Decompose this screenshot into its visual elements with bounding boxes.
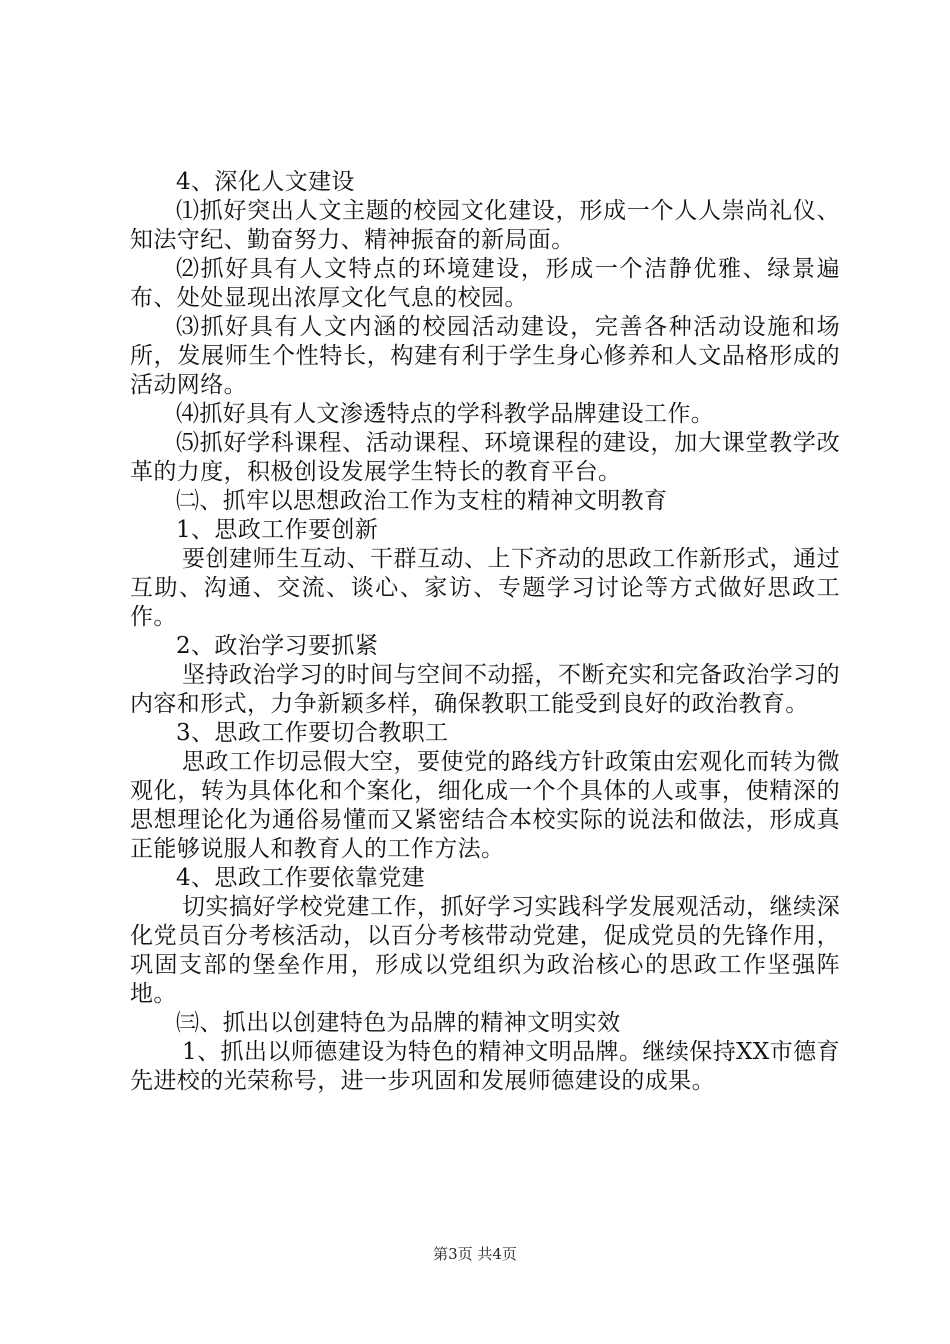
paragraph-innovation: 要创建师生互动、干群互动、上下齐动的思政工作新形式，通过互助、沟通、交流、谈心、家访、专题学习讨论等方式做好思政工作。: [130, 546, 840, 630]
subheading-party-building: 4、思政工作要依靠党建: [176, 865, 426, 891]
paragraph-staff: 思政工作切忌假大空，要使党的路线方针政策由宏观化而转为微观化，转为具体化和个案化，细化成一个个具体的人或事，使精深的思想理论化为通俗易懂而又紧密结合本校实际的说法和做法，形成真正能够说服人和教育人的工作方法。: [130, 749, 840, 862]
document-body: [130, 168, 840, 1096]
section-heading-2: ㈡、抓牢以思想政治工作为支柱的精神文明教育: [176, 488, 668, 514]
section-heading-humanities: 4、深化人文建设: [176, 169, 355, 195]
page-footer: 第3页 共4页: [433, 1245, 517, 1263]
paragraph-party-building: 切实搞好学校党建工作，抓好学习实践科学发展观活动，继续深化党员百分考核活动，以百分考核带动党建，促成党员的先锋作用，巩固支部的堡垒作用，形成以党组织为政治核心的思政工作坚强阵地。: [130, 894, 840, 1007]
paragraph-item-4: ⑷抓好具有人文渗透特点的学科教学品牌建设工作。: [176, 401, 715, 427]
paragraph-item-1: ⑴抓好突出人文主题的校园文化建设，形成一个人人崇尚礼仪、知法守纪、勤奋努力、精神振奋的新局面。: [130, 198, 840, 253]
subheading-innovation: 1、思政工作要创新: [176, 517, 379, 543]
paragraph-political-study: 坚持政治学习的时间与空间不动摇，不断充实和完备政治学习的内容和形式，力争新颖多样，确保教职工能受到良好的政治教育。: [130, 662, 840, 717]
paragraph-item-5: ⑸抓好学科课程、活动课程、环境课程的建设，加大课堂教学改革的力度，积极创设发展学生特长的教育平台。: [130, 430, 840, 485]
paragraph-item-3: ⑶抓好具有人文内涵的校园活动建设，完善各种活动设施和场所，发展师生个性特长，构建有利于学生身心修养和人文品格形成的活动网络。: [130, 314, 840, 398]
subheading-political-study: 2、政治学习要抓紧: [176, 633, 379, 659]
section-heading-3: ㈢、抓出以创建特色为品牌的精神文明实效: [176, 1010, 621, 1036]
paragraph-teacher-ethics: 1、抓出以师德建设为特色的精神文明品牌。继续保持XX市德育先进校的光荣称号，进一步巩固和发展师德建设的成果。: [130, 1039, 840, 1094]
paragraph-item-2: ⑵抓好具有人文特点的环境建设，形成一个洁静优雅、绿景遍布、处处显现出浓厚文化气息的校园。: [130, 256, 840, 311]
subheading-staff: 3、思政工作要切合教职工: [176, 720, 449, 746]
